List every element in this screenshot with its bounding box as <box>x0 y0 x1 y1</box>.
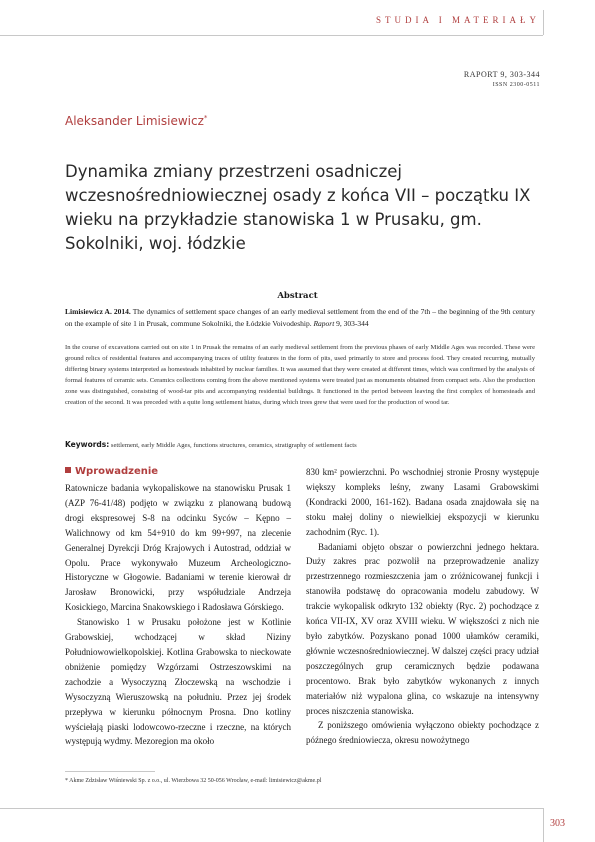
article-title: Dynamika zmiany przestrzeni osadniczej wczesnośredniowiecznej osady z końca VII – początku IX wieku na przykładzie stanowiska 1 w Prusaku, gm. Sokolniki, woj. łódzkie <box>65 162 531 253</box>
body-paragraph: Stanowisko 1 w Prusaku położone jest w Kotlinie Grabowskiej, wchodzącej w skład Niziny Południowowielkopolskiej. Kotlina Grabowska to nieckowate obniżenie pomiędzy Wzgórzami Ostrzeszowskimi na zachodzie a Wysoczyzną Złoczewską na wschodzie i Wysoczyzną Wieruszowską na południu. Przez jej środek przepływa w kierunku północnym Prosna. Dno kotliny wyściełają piaski lodowcowo-rzeczne i rzeczne, na których występują wydmy. Mezoregion ma około <box>65 617 291 747</box>
author-footnote-mark: * <box>203 114 208 122</box>
citation-body: The dynamics of settlement space changes of an early medieval settlement from the end of the 7th – the beginning of the 9th century on the example of site 1 in Prusak, commune Sokolniki, the Łódzkie Voivodeship. <box>65 307 536 328</box>
footnote-rule <box>65 771 155 772</box>
author-name <box>65 114 207 128</box>
issn: ISSN 2300-0511 <box>492 82 540 88</box>
running-header: STUDIA I MATERIAŁY <box>376 15 540 25</box>
keywords-list: settlement, early Middle Ages, functions structures, ceramics, stratigraphy of settlement facts <box>109 442 357 449</box>
right-column <box>306 465 539 748</box>
footer-rule-vertical <box>543 808 544 842</box>
author-name-text: Aleksander Limisiewicz <box>65 114 204 128</box>
body-paragraph: Badaniami objęto obszar o powierzchni jednego hektara. Duży zakres prac pozwolił na przeprowadzenie analizy przestrzennego rozmieszczenia jam o zróżnicowanej funkcji i stanowiła podstawę do opracowania modelu zabudowy. W trakcie wykopalisk odkryto 132 obiekty (Ryc. 2) pochodzące z końca VII-IX, XV oraz XVIII wieku. W większości z nich nie było zabytków. Pozyskano ponad 1000 ułamków ceramiki, głównie wczesnośredniowiecznej. W dalszej części pracy udział poszczególnych grup ceramicznych będzie podawana procentowo. Brak było zabytków wykonanych z innych materiałów niż wypalona glina, co wskazuje na intensywny proces niszczenia stanowiska. <box>306 541 539 716</box>
body-paragraph: Ratownicze badania wykopaliskowe na stanowisku Prusak 1 (AZP 76-41/48) podjęto w związku z planowaną budową drogi ekspresowej S-8 na odcinku Syców – Kępno – Walichnowy od km 54+910 do km 99+997, na zlecenie Generalnej Dyrekcji Dróg Krajowych i Autostrad, oddział w Opolu. Prace wykonywało Muzeum Archeologiczno-Historyczne w Głogowie. Badaniami w terenie kierował dr Jarosław Bronowicki, przy współudziale Andrzeja Kosickiego, Marcina Snakowskiego i Radosława Górskiego. <box>65 483 291 613</box>
header-rule-vertical <box>543 10 544 35</box>
citation-author: Limisiewicz A. 2014. <box>65 307 131 316</box>
footnote: * Akme Zdzisław Wiśniewski Sp. z o.o., ul. Wierzbowa 32 50-056 Wrocław, e-mail: limisiewicz@akme.pl <box>65 778 322 784</box>
citation-pages: 9, 303-344 <box>334 319 369 328</box>
left-column <box>65 465 291 749</box>
footer-rule <box>0 808 543 809</box>
body-paragraph: Z poniższego omówienia wyłączono obiekty pochodzące z późnego średniowiecza, okresu nowożytnego <box>306 720 539 746</box>
abstract-text: In the course of excavations carried out on site 1 in Prusak the remains of an early medieval settlement from the previous phases of early Middle Ages was recorded. These were ground relics of residential features and accompanying traces of utility features in the form of pits, used primarily to store and process food. They created recurring, mutually differing binary systems interpreted as homesteads inhabited by nuclear families. It was assumed that they were created at different times, which was confirmed by the analysis of formal features of ceramic sets. Ceramics collections coming from the above mentioned systems were treated just as monuments obtained from compact sets. Also the production zone was distinguished, consisting of wood-tar pits and accompanying residential buildings. It functioned in the period between leaving the first complex of homesteads and creation of the second. It was preceded with a quite long settlement hiatus, during which trees grew that were used for the production of wood tar. <box>65 344 535 406</box>
section-heading <box>65 465 291 479</box>
citation-journal: Raport <box>313 319 335 328</box>
keywords <box>65 439 535 451</box>
abstract-citation <box>65 306 535 330</box>
keywords-label: Keywords: <box>65 440 110 449</box>
abstract-heading: Abstract <box>277 291 318 301</box>
body-paragraph: 830 km² powierzchni. Po wschodniej stronie Prosny występuje większy kompleks leśny, zwany Lasami Grabowskimi (Kondracki 2000, 161-162). Badana osada znajdowała się na stoku małej doliny o niewielkiej ekspozycji w kierunku zachodnim (Ryc. 1). <box>306 467 539 537</box>
page-number: 303 <box>550 818 565 829</box>
section-heading-text: Wprowadzenie <box>75 466 159 477</box>
section-bullet-icon <box>65 467 71 473</box>
header-rule <box>0 35 543 36</box>
report-citation: RAPORT 9, 303-344 <box>463 70 540 79</box>
